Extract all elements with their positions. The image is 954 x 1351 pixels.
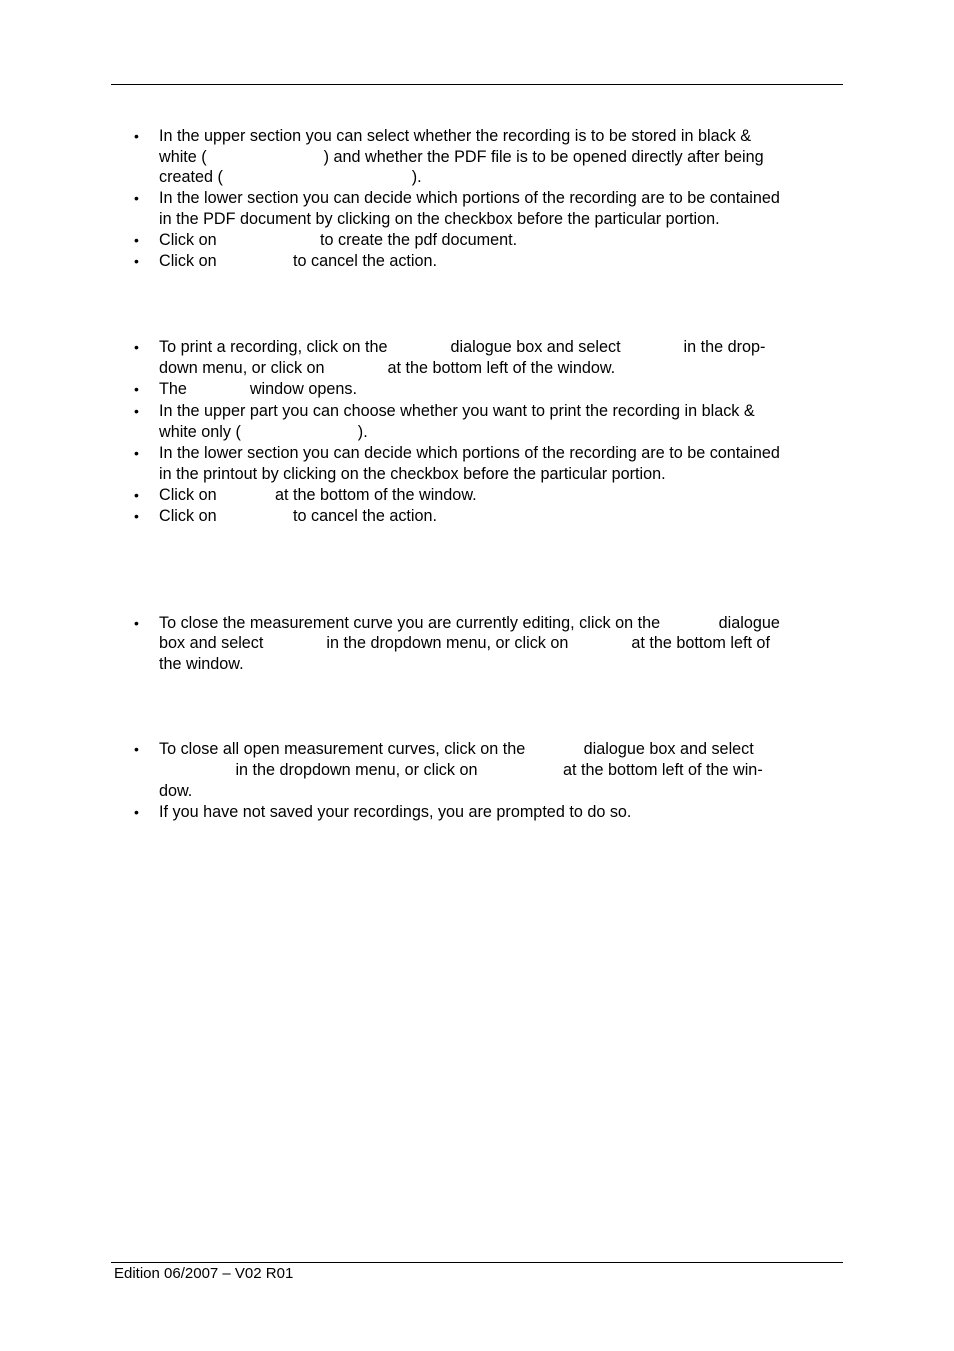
bullet-icon: • [134,128,139,144]
list-item-text-line: dow. [159,782,193,800]
list-item-text-line: Click on to create the pdf document. [159,231,518,249]
list-item-text-line: To close the measurement curve you are currently editing, click on the dialogue [159,614,780,632]
bullet-icon: • [134,403,139,419]
header-rule [111,84,843,85]
bullet-icon: • [134,741,139,757]
footer-edition: Edition 06/2007 – V02 R01 [114,1265,294,1282]
list-item-text-line: in the PDF document by clicking on the checkbox before the particular portion. [159,210,720,228]
list-item-text-line: Click on at the bottom of the window. [159,486,477,504]
list-item-text-line: In the lower section you can decide which portions of the recording are to be contained [159,444,780,462]
list-item-text-line: If you have not saved your recordings, you are prompted to do so. [159,803,632,821]
list-item-text-line: down menu, or click on at the bottom left of the window. [159,359,616,377]
bullet-icon: • [134,445,139,461]
list-item-text-line: Click on to cancel the action. [159,252,438,270]
list-item-text-line: To close all open measurement curves, click on the dialogue box and select [159,740,754,758]
list-item-text-line: white only ( ). [159,423,368,441]
bullet-icon: • [134,232,139,248]
list-item-text-line: white ( ) and whether the PDF file is to be opened directly after being [159,148,764,166]
bullet-icon: • [134,339,139,355]
bullet-icon: • [134,804,139,820]
list-item-text-line: The window opens. [159,380,357,398]
bullet-icon: • [134,487,139,503]
list-item-text-line: the window. [159,655,244,673]
list-item-text-line: To print a recording, click on the dialogue box and select in the drop- [159,338,766,356]
list-item-text-line: In the lower section you can decide which portions of the recording are to be contained [159,189,780,207]
bullet-icon: • [134,508,139,524]
list-item-text-line: in the printout by clicking on the checkbox before the particular portion. [159,465,666,483]
bullet-icon: • [134,615,139,631]
list-item-text-line: Click on to cancel the action. [159,507,438,525]
footer-rule [111,1262,843,1263]
list-item-text-line: In the upper part you can choose whether you want to print the recording in black & [159,402,755,420]
list-item-text-line: In the upper section you can select whether the recording is to be stored in black & [159,127,752,145]
list-item-text-line: created ( ). [159,168,422,186]
list-item-text-line: in the dropdown menu, or click on at the bottom left of the win- [159,761,763,779]
bullet-icon: • [134,381,139,397]
bullet-icon: • [134,190,139,206]
list-item-text-line: box and select in the dropdown menu, or click on at the bottom left of [159,634,770,652]
bullet-icon: • [134,253,139,269]
